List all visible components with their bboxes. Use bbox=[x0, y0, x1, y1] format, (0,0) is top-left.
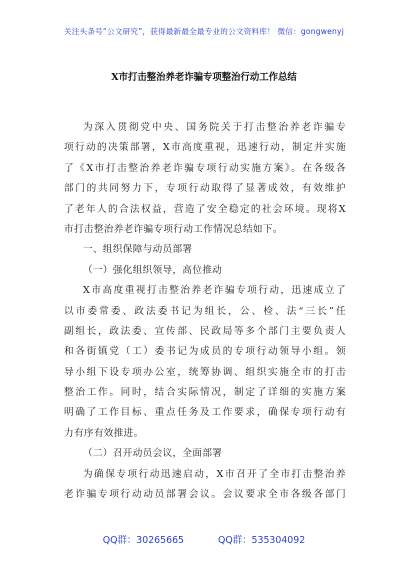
document-body bbox=[64, 118, 346, 505]
body-line: 导小组下设专项办公室，统筹协调、组织实施全市的打击 bbox=[64, 366, 346, 378]
body-line: 了《X市打击整治养老诈骗专项行动实施方案》。在各级各 bbox=[64, 162, 346, 174]
body-line: 明确了工作目标、重点任务及工作要求，确保专项行动有 bbox=[64, 407, 346, 419]
body-line: 市打击整治养老诈骗专项行动工作情况总结如下。 bbox=[64, 223, 283, 235]
body-line: 项行动的决策部署，X市高度重视，迅速行动，制定并实施 bbox=[64, 142, 346, 154]
body-line: 了老年人的合法权益，营造了安全稳定的社会环境。现将X bbox=[64, 203, 346, 215]
body-line: 整治工作。同时，结合实际情况，制定了详细的实施方案 bbox=[64, 387, 346, 399]
subsection-heading: （一）强化组织领导，高位推动 bbox=[83, 264, 223, 276]
footer-qq-group-1: QQ群：30265665 bbox=[102, 535, 185, 546]
body-line: 副组长，政法委、宣传部、民政局等多个部门主要负责人 bbox=[64, 325, 346, 337]
body-line: 部门的共同努力下，专项行动取得了显著成效，有效维护 bbox=[64, 183, 346, 195]
body-line: X市高度重视打击整治养老诈骗专项行动，迅速成立了 bbox=[83, 285, 346, 297]
body-line: 和各街镇党（工）委书记为成员的专项行动领导小组。领 bbox=[64, 346, 346, 358]
footer-contact bbox=[0, 532, 408, 546]
document-title: X市打击整治养老诈骗专项整治行动工作总结 bbox=[111, 72, 297, 83]
header-banner: 关注头条号“公文研究”，获得最新最全最专业的公文资料库！ 微信：gongwenyj bbox=[63, 27, 345, 36]
body-line: 为深入贯彻党中央、国务院关于打击整治养老诈骗专 bbox=[83, 122, 346, 133]
section-heading: 一、组织保障与动员部署 bbox=[83, 244, 193, 256]
footer-qq-group-2: QQ群：535304092 bbox=[218, 535, 306, 546]
body-line: 力有序有效推进。 bbox=[64, 427, 144, 439]
body-line: 老诈骗专项行动动员部署会议。会议要求全市各级各部门 bbox=[64, 489, 346, 501]
body-line: 以市委常委、政法委书记为组长，公、检、法“三长”任 bbox=[64, 305, 346, 317]
subsection-heading: （二）召开动员会议，全面部署 bbox=[83, 448, 223, 460]
body-line: 为确保专项行动迅速启动，X市召开了全市打击整治养 bbox=[83, 468, 346, 480]
